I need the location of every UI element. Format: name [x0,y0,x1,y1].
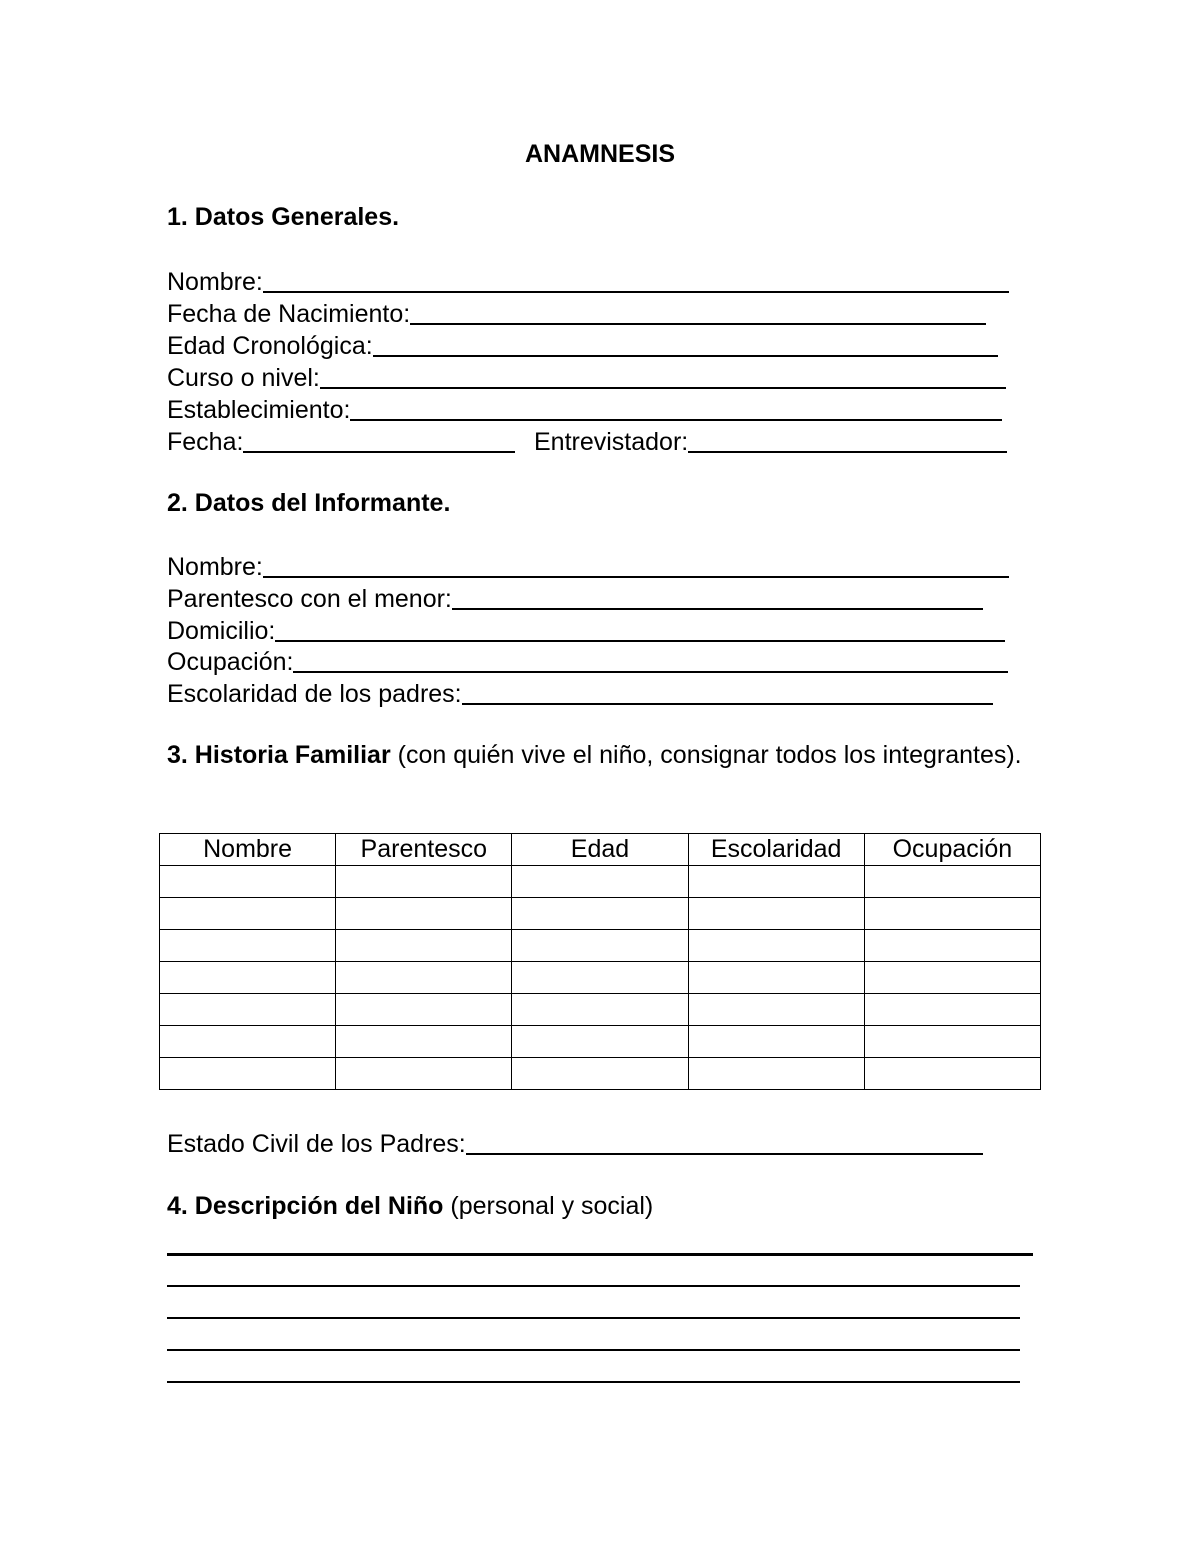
curso-label: Curso o nivel: [167,364,320,392]
nombre-field[interactable] [167,265,1009,297]
ocupacion-label: Ocupación: [167,648,294,676]
table-header-escolaridad: Escolaridad [688,834,864,866]
descripcion-line[interactable] [167,1317,1020,1319]
table-header-ocupacion: Ocupación [864,834,1040,866]
page-title: ANAMNESIS [524,140,675,168]
table-header-row [160,834,1041,866]
descripcion-line[interactable] [167,1349,1020,1351]
table-cell[interactable] [864,866,1040,898]
section1-heading: 1. Datos Generales. [167,203,400,231]
table-cell[interactable] [336,994,512,1026]
fecha-nacimiento-label: Fecha de Nacimiento: [167,300,411,328]
table-cell[interactable] [336,930,512,962]
table-cell[interactable] [688,1058,864,1090]
descripcion-line[interactable] [167,1253,1033,1256]
entrevistador-label: Entrevistador: [534,428,689,456]
estado-civil-label: Estado Civil de los Padres: [167,1130,466,1158]
table-header-nombre: Nombre [160,834,336,866]
table-cell[interactable] [864,898,1040,930]
curso-line[interactable] [320,387,1006,389]
table-cell[interactable] [864,1026,1040,1058]
section3-heading [167,740,1032,771]
table-cell[interactable] [336,898,512,930]
escolaridad-padres-line[interactable] [462,703,993,705]
table-cell[interactable] [160,898,336,930]
informante-nombre-line[interactable] [263,576,1009,578]
ocupacion-field[interactable] [167,645,1008,677]
descripcion-line[interactable] [167,1381,1020,1383]
table-cell[interactable] [512,1026,688,1058]
table-cell[interactable] [512,866,688,898]
informante-nombre-field[interactable] [167,550,1009,582]
table-cell[interactable] [688,930,864,962]
entrevistador-line[interactable] [688,451,1007,453]
table-cell[interactable] [864,1058,1040,1090]
fecha-label: Fecha: [167,428,244,456]
family-table [159,833,1041,1090]
section4-heading-rest: (personal y social) [443,1192,654,1220]
table-row [160,1058,1041,1090]
table-row [160,898,1041,930]
table-cell[interactable] [688,898,864,930]
table-header-parentesco: Parentesco [336,834,512,866]
table-cell[interactable] [160,1058,336,1090]
estado-civil-field[interactable] [167,1127,983,1159]
table-cell[interactable] [864,994,1040,1026]
entrevistador-field[interactable] [534,425,1007,457]
edad-field[interactable] [167,329,998,361]
table-cell[interactable] [512,994,688,1026]
table-cell[interactable] [864,930,1040,962]
informante-nombre-label: Nombre: [167,553,263,581]
table-cell[interactable] [688,962,864,994]
domicilio-line[interactable] [275,640,1005,642]
escolaridad-padres-label: Escolaridad de los padres: [167,680,462,708]
domicilio-label: Domicilio: [167,617,276,645]
curso-field[interactable] [167,361,1006,393]
table-cell[interactable] [160,962,336,994]
table-cell[interactable] [336,962,512,994]
table-row [160,930,1041,962]
edad-line[interactable] [373,355,998,357]
table-row [160,1026,1041,1058]
section3-heading-rest: (con quién vive el niño, consignar todos los integrantes). [390,741,1022,769]
ocupacion-line[interactable] [293,671,1008,673]
table-cell[interactable] [160,866,336,898]
establecimiento-field[interactable] [167,393,1002,425]
table-cell[interactable] [512,898,688,930]
parentesco-label: Parentesco con el menor: [167,585,452,613]
table-row [160,962,1041,994]
edad-label: Edad Cronológica: [167,332,373,360]
table-cell[interactable] [336,866,512,898]
section2-heading: 2. Datos del Informante. [167,489,451,517]
family-table-body [160,866,1041,1090]
table-cell[interactable] [688,1026,864,1058]
domicilio-field[interactable] [167,614,1005,646]
table-cell[interactable] [512,1058,688,1090]
table-cell[interactable] [336,1026,512,1058]
table-header-edad: Edad [512,834,688,866]
table-cell[interactable] [688,994,864,1026]
table-cell[interactable] [336,1058,512,1090]
fecha-line[interactable] [243,451,515,453]
parentesco-line[interactable] [452,608,983,610]
descripcion-line[interactable] [167,1285,1020,1287]
section4-heading-bold: 4. Descripción del Niño [167,1192,444,1220]
nombre-line[interactable] [263,291,1009,293]
escolaridad-padres-field[interactable] [167,677,993,709]
table-cell[interactable] [160,930,336,962]
fecha-nacimiento-field[interactable] [167,297,986,329]
parentesco-field[interactable] [167,582,983,614]
section3-heading-bold: 3. Historia Familiar [167,741,391,769]
establecimiento-line[interactable] [350,419,1002,421]
fecha-nacimiento-line[interactable] [410,323,986,325]
table-cell[interactable] [864,962,1040,994]
nombre-label: Nombre: [167,268,263,296]
table-row [160,994,1041,1026]
table-row [160,866,1041,898]
table-cell[interactable] [512,962,688,994]
establecimiento-label: Establecimiento: [167,396,351,424]
estado-civil-line[interactable] [466,1153,983,1155]
table-cell[interactable] [512,930,688,962]
table-cell[interactable] [688,866,864,898]
fecha-field[interactable] [167,425,515,457]
table-cell[interactable] [160,1026,336,1058]
table-cell[interactable] [160,994,336,1026]
section4-heading [167,1192,653,1221]
